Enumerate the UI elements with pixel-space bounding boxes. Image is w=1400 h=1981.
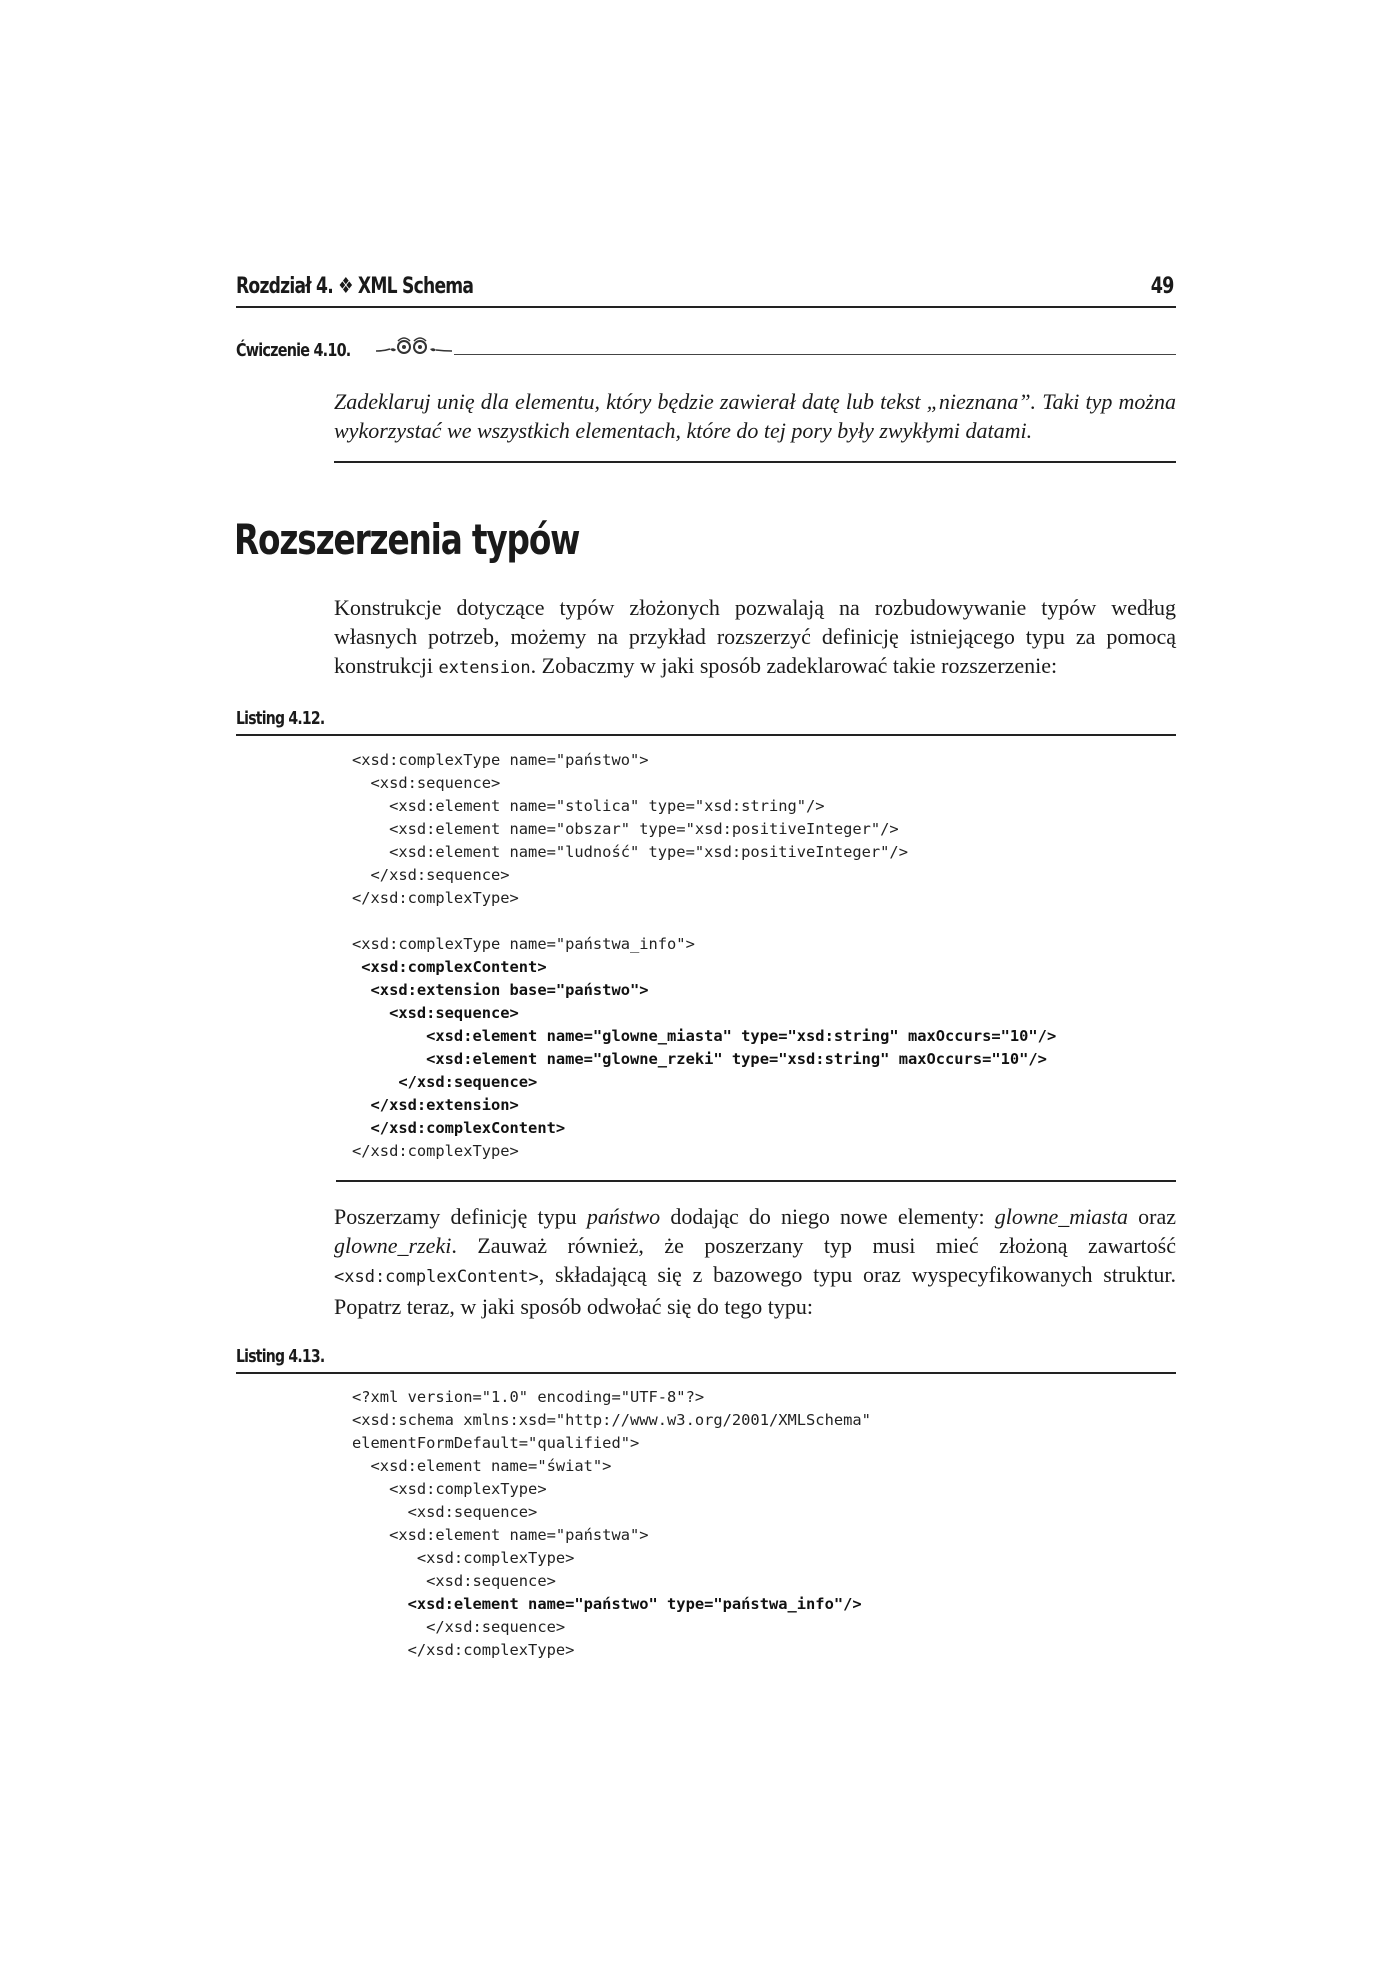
code-line: <xsd:element name="glowne_rzeki" type="xsd:string" maxOccurs="10"/> [352, 1050, 1047, 1068]
listing-413-code [352, 1386, 871, 1662]
section-heading: Rozszerzenia typów [234, 515, 580, 564]
intro-paragraph [334, 593, 1176, 683]
code-line: <xsd:complexType> [352, 1549, 575, 1567]
code-line: <xsd:extension base="państwo"> [352, 981, 649, 999]
code-line: <xsd:schema xmlns:xsd="http://www.w3.org/2001/XMLSchema" [352, 1411, 871, 1429]
middle-text-1: Poszerzamy definicję typu [334, 1204, 587, 1229]
code-line: </xsd:sequence> [352, 1073, 538, 1091]
exercise-bottom-rule [334, 461, 1176, 463]
inline-code-extension: extension [438, 658, 531, 678]
code-line: <xsd:element name="świat"> [352, 1457, 612, 1475]
code-line: <xsd:element name="stolica" type="xsd:string"/> [352, 797, 825, 815]
listing-413-label: Listing 4.13. [236, 1346, 325, 1367]
listing-412-top-rule [236, 734, 1176, 736]
code-line: <xsd:element name="glowne_miasta" type="xsd:string" maxOccurs="10"/> [352, 1027, 1057, 1045]
listing-412-bottom-rule [336, 1180, 1176, 1182]
emphasis-glowne-miasta: glowne_miasta [994, 1204, 1128, 1229]
middle-paragraph [334, 1202, 1176, 1321]
code-line: <xsd:sequence> [352, 774, 501, 792]
code-line: <xsd:element name="obszar" type="xsd:positiveInteger"/> [352, 820, 899, 838]
ornament-icon [374, 333, 454, 359]
code-line: <xsd:complexType name="państwo"> [352, 751, 649, 769]
emphasis-glowne-rzeki: glowne_rzeki [334, 1233, 452, 1258]
code-line: <xsd:complexType> [352, 1480, 547, 1498]
code-line: </xsd:complexType> [352, 889, 519, 907]
page-number: 49 [1151, 274, 1174, 299]
intro-text-start: Konstrukcje dotyczące typów złożonych pozwalają na rozbudowywanie typów według własnych potrzeb, możemy na przykład rozszerzyć definicję istniejącego typu za pomocą konstrukcji [334, 595, 1176, 678]
code-line: <?xml version="1.0" encoding="UTF-8"?> [352, 1388, 705, 1406]
code-line: </xsd:complexType> [352, 1142, 519, 1160]
intro-text-end: . Zobaczmy w jaki sposób zadeklarować takie rozszerzenie: [530, 653, 1058, 678]
code-line: <xsd:sequence> [352, 1572, 556, 1590]
code-line: </xsd:sequence> [352, 866, 510, 884]
code-line: <xsd:complexType name="państwa_info"> [352, 935, 695, 953]
emphasis-panstwo: państwo [586, 1204, 661, 1229]
exercise-rule [412, 354, 1176, 355]
listing-412-code [352, 749, 1056, 1163]
running-header [236, 270, 1176, 308]
code-line: <xsd:complexContent> [352, 958, 547, 976]
code-line [352, 910, 1056, 933]
code-line: </xsd:complexContent> [352, 1119, 566, 1137]
code-line: <xsd:sequence> [352, 1004, 519, 1022]
code-line: <xsd:element name="państwo" type="państwa_info"/> [352, 1595, 862, 1613]
middle-text-4: . Zauważ również, że poszerzany typ musi mieć złożoną zawartość [451, 1233, 1176, 1258]
code-line: </xsd:extension> [352, 1096, 519, 1114]
chapter-title: Rozdział 4. ❖ XML Schema [236, 274, 474, 299]
inline-code-complexcontent: <xsd:complexContent> [334, 1267, 539, 1287]
middle-text-5: , składającą się z bazowego typu oraz wyspecyfikowanych struktur. Popatrz teraz, w jaki sposób odwołać się do tego typu: [334, 1262, 1176, 1319]
middle-text-2: dodając do niego nowe elementy: [660, 1204, 995, 1229]
code-line: elementFormDefault="qualified"> [352, 1434, 640, 1452]
listing-412-label: Listing 4.12. [236, 708, 325, 729]
code-line: <xsd:element name="państwa"> [352, 1526, 649, 1544]
exercise-text: Zadeklaruj unię dla elementu, który będzie zawierał datę lub tekst „nieznana”. Taki typ można wykorzystać we wszystkich elementach, które do tej pory były zwykłymi datami. [334, 389, 1176, 443]
code-line: <xsd:element name="ludność" type="xsd:positiveInteger"/> [352, 843, 908, 861]
listing-413-top-rule [236, 1372, 1176, 1374]
code-line: </xsd:complexType> [352, 1641, 575, 1659]
middle-text-3: oraz [1127, 1204, 1176, 1229]
code-line: </xsd:sequence> [352, 1618, 566, 1636]
code-line: <xsd:sequence> [352, 1503, 538, 1521]
exercise-label: Ćwiczenie 4.10. [236, 340, 351, 361]
